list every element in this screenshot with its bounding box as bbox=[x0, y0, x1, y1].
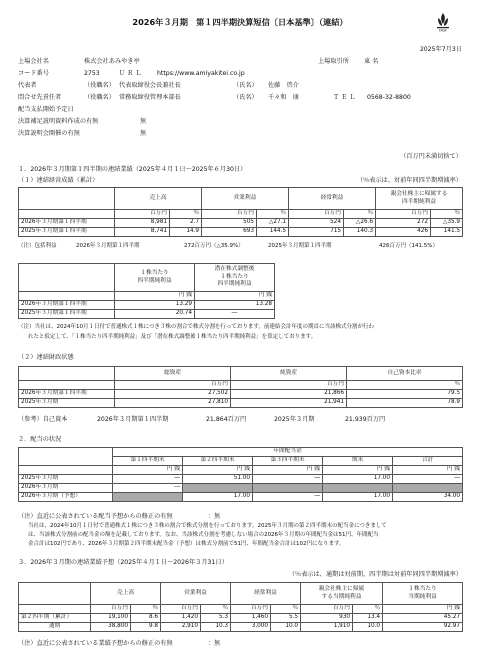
head-total-assets: 総資産 bbox=[115, 367, 231, 381]
eps-note-line2: れたと仮定して、「１株当たり四半期純利益」及び「潜在株式調整後１株当たり四半期純利益」を算定しております。 bbox=[28, 334, 317, 340]
cell: 78.9 bbox=[347, 399, 463, 408]
cell: 21,866 bbox=[231, 390, 347, 399]
section3-title: ３．2026年３月期の連結業績予想（2025年４月１日～2026年３月31日） bbox=[18, 559, 228, 566]
url-link[interactable]: https://www.amiyakitei.co.jp bbox=[157, 70, 245, 77]
unit: 百万円 bbox=[231, 605, 271, 614]
row-label: 2026年３月期（予想） bbox=[19, 493, 113, 502]
row-label: 2026年３月期第１四半期 bbox=[19, 390, 115, 399]
contact-position: 常務取締役管理本部長 bbox=[119, 94, 181, 101]
dividend-table bbox=[18, 447, 463, 502]
dividend-start-label: 配当支払開始予定日 bbox=[18, 106, 74, 113]
cell: ― bbox=[113, 484, 183, 493]
cell: △26.6 bbox=[344, 219, 376, 228]
cell: 1,460 bbox=[231, 614, 271, 623]
unit: ％ bbox=[201, 605, 231, 614]
head-annual-dividend: 年間配当金 bbox=[113, 448, 463, 457]
operating-results-table bbox=[18, 187, 463, 237]
unit: ％ bbox=[170, 210, 202, 219]
row-label: 2025年３月期第１四半期 bbox=[19, 310, 115, 319]
cell: 2.7 bbox=[170, 219, 202, 228]
contact-label: 問合せ先責任者 bbox=[18, 94, 62, 101]
head-diluted-eps: 潜在株式調整後 １株当たり 四半期純利益 bbox=[195, 264, 275, 292]
unit: ％ bbox=[431, 210, 463, 219]
cell: ― bbox=[195, 310, 275, 319]
head-eps: １株当たり 四半期純利益 bbox=[115, 264, 195, 292]
cell: 8.6 bbox=[131, 614, 161, 623]
eps-table bbox=[18, 263, 275, 319]
code-label: コード番号 bbox=[18, 70, 49, 77]
cell: 9.8 bbox=[131, 623, 161, 632]
briefing-value: 無 bbox=[140, 130, 147, 137]
cell: 144.5 bbox=[257, 228, 289, 237]
unit: 百万円 bbox=[231, 381, 347, 390]
head-equity-ratio: 自己資本比率 bbox=[347, 367, 463, 381]
publish-date: 2025年7月3日 bbox=[419, 46, 462, 53]
cell: 10.0 bbox=[271, 623, 301, 632]
row-label: 2026年３月期第１四半期 bbox=[19, 219, 115, 228]
unit: 円 銭 bbox=[115, 292, 195, 301]
equity-period2: 2025年３月期 bbox=[274, 416, 315, 423]
forecast-table bbox=[18, 582, 463, 632]
contact-position-label: （役職名） bbox=[84, 94, 115, 101]
head-ordinary-income: 経常利益 bbox=[231, 583, 301, 605]
forecast-revision-label: （注）直近に公表されている業績予想からの修正の有無 bbox=[18, 640, 173, 647]
rep-position: 代表取締役会長兼社長 bbox=[119, 82, 181, 89]
unit: ％ bbox=[347, 381, 463, 390]
unit: 百万円 bbox=[161, 605, 201, 614]
head-net-assets: 純資産 bbox=[231, 367, 347, 381]
head-net-income: 親会社株主に帰属 する当期純利益 bbox=[301, 583, 383, 605]
cell: 14.9 bbox=[170, 228, 202, 237]
cell: 79.5 bbox=[347, 390, 463, 399]
forecast-revision-value: ：無 bbox=[208, 640, 221, 647]
shaded-cell bbox=[183, 484, 253, 493]
cell: △35.9 bbox=[431, 219, 463, 228]
listed-company-value: 株式会社あみやき亭 bbox=[84, 58, 140, 65]
cell: 140.3 bbox=[344, 228, 376, 237]
cell: 8,741 bbox=[115, 228, 170, 237]
unit: 百万円 bbox=[91, 605, 131, 614]
cell: ― bbox=[113, 475, 183, 484]
shaded-cell bbox=[113, 493, 183, 502]
head-operating-income: 営業利益 bbox=[161, 583, 231, 605]
representative-label: 代表者 bbox=[18, 82, 37, 89]
head-q2: 第２四半期末 bbox=[183, 457, 253, 466]
exchange-value: 東 名 bbox=[364, 58, 379, 65]
head-eps: １株当たり 当期純利益 bbox=[383, 583, 463, 605]
unit: ％ bbox=[131, 605, 161, 614]
code-value: 2753 bbox=[84, 70, 100, 77]
equity-value2: 21,939百万円 bbox=[345, 416, 386, 423]
row-label: 2025年３月期第１四半期 bbox=[19, 228, 115, 237]
exchange-label: 上場取引所 bbox=[318, 58, 349, 65]
shaded-cell bbox=[253, 484, 323, 493]
cell: 17.00 bbox=[183, 493, 253, 502]
financial-position-table bbox=[18, 366, 463, 408]
head-sales: 売上高 bbox=[91, 583, 161, 605]
svg-text:FASF: FASF bbox=[438, 28, 448, 32]
unit: ％ bbox=[353, 605, 383, 614]
cell: 1,420 bbox=[161, 614, 201, 623]
section1-sub1: （１）連結経営成績（累計） bbox=[18, 177, 99, 184]
cell: 5.5 bbox=[271, 614, 301, 623]
comprehensive-income-period1: 2026年３月期第１四半期 bbox=[76, 243, 140, 249]
contact-name: 千々和 康 bbox=[268, 94, 299, 101]
shaded-cell bbox=[323, 484, 393, 493]
cell: 13.29 bbox=[115, 301, 195, 310]
supplement-label: 決算補足説明資料作成の有無 bbox=[18, 118, 99, 125]
cell: 10.3 bbox=[201, 623, 231, 632]
head-total: 合計 bbox=[393, 457, 463, 466]
cell: 13.4 bbox=[353, 614, 383, 623]
cell: 141.5 bbox=[431, 228, 463, 237]
unit: 百万円 bbox=[376, 210, 431, 219]
cell: 27,502 bbox=[115, 390, 231, 399]
supplement-value: 無 bbox=[140, 118, 147, 125]
eps-note-line1: （注）当社は、2024年10月１日付で普通株式１株につき３株の割合で株式分割を行っております。前連結会計年度の期首に当該株式分割が行わ bbox=[18, 324, 374, 330]
cell: 3,000 bbox=[231, 623, 271, 632]
row-label: 2026年３月期 bbox=[19, 484, 113, 493]
cell: 45.27 bbox=[383, 614, 463, 623]
cell: 51.00 bbox=[183, 475, 253, 484]
briefing-label: 決算説明会開催の有無 bbox=[18, 130, 80, 137]
cell: 930 bbox=[301, 614, 353, 623]
unit: 百万円 bbox=[115, 210, 170, 219]
dividend-note-line1: 当社は、2024年10月１日付で普通株式１株につき３株の割合で株式分割を行っております。2025年３月期の第２四半期末の配当金につきまして bbox=[28, 523, 387, 529]
row-label: 2025年３月期 bbox=[19, 399, 115, 408]
tel-value: 0568-32-8800 bbox=[367, 94, 411, 101]
row-label: 通期 bbox=[19, 623, 91, 632]
equity-label: （参考）自己資本 bbox=[18, 416, 68, 423]
comprehensive-income-label: （注）包括利益 bbox=[18, 243, 57, 249]
unit: ％ bbox=[257, 210, 289, 219]
cell: ― bbox=[253, 475, 323, 484]
row-label: 2025年３月期 bbox=[19, 475, 113, 484]
section1-title: １．2026年３月期第１四半期の連結業績（2025年４月１日～2025年６月30日） bbox=[18, 166, 247, 173]
tel-label: ＴＥＬ bbox=[333, 94, 358, 101]
cell: 693 bbox=[202, 228, 257, 237]
cell: 34.00 bbox=[393, 493, 463, 502]
rep-name-label: （氏名） bbox=[233, 82, 258, 89]
unit: 円 銭 bbox=[393, 466, 463, 475]
unit: 円 銭 bbox=[195, 292, 275, 301]
section1-sub2: （２）連結財政状態 bbox=[18, 354, 74, 361]
cell: 2,910 bbox=[161, 623, 201, 632]
cell: 21,941 bbox=[231, 399, 347, 408]
unit: 百万円 bbox=[301, 605, 353, 614]
cell: 19,100 bbox=[91, 614, 131, 623]
cell: 505 bbox=[202, 219, 257, 228]
comprehensive-income-value1: 272百万円（△35.9%） bbox=[184, 243, 244, 249]
cell: 524 bbox=[289, 219, 344, 228]
unit: ％ bbox=[344, 210, 376, 219]
cell: △27.1 bbox=[257, 219, 289, 228]
document-title: 2026年３月期 第１四半期決算短信〔日本基準〕（連結） bbox=[132, 17, 348, 27]
url-label: ＵＲＬ bbox=[119, 70, 144, 77]
contact-name-label: （氏名） bbox=[233, 94, 258, 101]
cell: 92.97 bbox=[383, 623, 463, 632]
cell: 8,981 bbox=[115, 219, 170, 228]
unit: 円 銭 bbox=[113, 466, 183, 475]
cell: 17.00 bbox=[323, 475, 393, 484]
listed-company-label: 上場会社名 bbox=[18, 58, 49, 65]
dividend-note-line3: 金合計は102円であり、2026年３月期第２四半期末配当金（予想）は株式分割前で51円、年間配当金合計は102円になります。 bbox=[28, 541, 345, 547]
shaded-cell bbox=[393, 484, 463, 493]
unit: ％ bbox=[271, 605, 301, 614]
dividend-revision-label: （注）直近に公表されている配当予想からの修正の有無 bbox=[18, 513, 173, 520]
dividend-note-line2: は、当該株式分割前の配当金の額を記載しております。なお、当該株式分割を考慮しない場合の2026年３月期の年間配当金は51円、年間配当 bbox=[28, 532, 379, 538]
cell: 10.0 bbox=[353, 623, 383, 632]
comprehensive-income-period2: 2025年３月期第１四半期 bbox=[268, 243, 332, 249]
unit: 円 銭 bbox=[323, 466, 393, 475]
cell: 426 bbox=[376, 228, 431, 237]
unit: 百万円 bbox=[202, 210, 257, 219]
unit: 円 銭 bbox=[253, 466, 323, 475]
dividend-revision-value: ：無 bbox=[208, 513, 221, 520]
rep-name: 佐藤 啓介 bbox=[268, 82, 299, 89]
head-net-income: 親会社株主に帰属する 四半期純利益 bbox=[376, 188, 463, 210]
cell: ― bbox=[393, 475, 463, 484]
head-q3: 第３四半期末 bbox=[253, 457, 323, 466]
cell: 1,910 bbox=[301, 623, 353, 632]
equity-period1: 2026年３月期第１四半期 bbox=[97, 416, 169, 423]
unit: 円 銭 bbox=[383, 605, 463, 614]
head-ordinary-income: 経常利益 bbox=[289, 188, 376, 210]
unit-note: （百万円未満切捨て） bbox=[400, 153, 462, 160]
cell: 38,800 bbox=[91, 623, 131, 632]
section3-pct-note: （％表示は、通期は対前期、四半期は対前年同四半期増減率） bbox=[288, 571, 462, 578]
row-label: 2026年３月期第１四半期 bbox=[19, 301, 115, 310]
cell: 272 bbox=[376, 219, 431, 228]
head-sales: 売上高 bbox=[115, 188, 202, 210]
cell: 13.28 bbox=[195, 301, 275, 310]
section2-title: ２．配当の状況 bbox=[18, 436, 62, 443]
unit: 百万円 bbox=[115, 381, 231, 390]
section1-pct-note: （％表示は、対前年同四半期増減率） bbox=[356, 177, 462, 184]
cell: 17.00 bbox=[323, 493, 393, 502]
row-label: 第２四半期（累計） bbox=[19, 614, 91, 623]
head-year-end: 期末 bbox=[323, 457, 393, 466]
rep-position-label: （役職名） bbox=[84, 82, 115, 89]
cell: 5.3 bbox=[201, 614, 231, 623]
head-q1: 第１四半期末 bbox=[113, 457, 183, 466]
cell: ― bbox=[253, 493, 323, 502]
head-operating-income: 営業利益 bbox=[202, 188, 289, 210]
comprehensive-income-value2: 426百万円（141.5%） bbox=[379, 243, 438, 249]
unit: 百万円 bbox=[289, 210, 344, 219]
cell: 27,810 bbox=[115, 399, 231, 408]
equity-value1: 21,864百万円 bbox=[206, 416, 247, 423]
unit: 円 銭 bbox=[183, 466, 253, 475]
cell: 20.74 bbox=[115, 310, 195, 319]
cell: 715 bbox=[289, 228, 344, 237]
